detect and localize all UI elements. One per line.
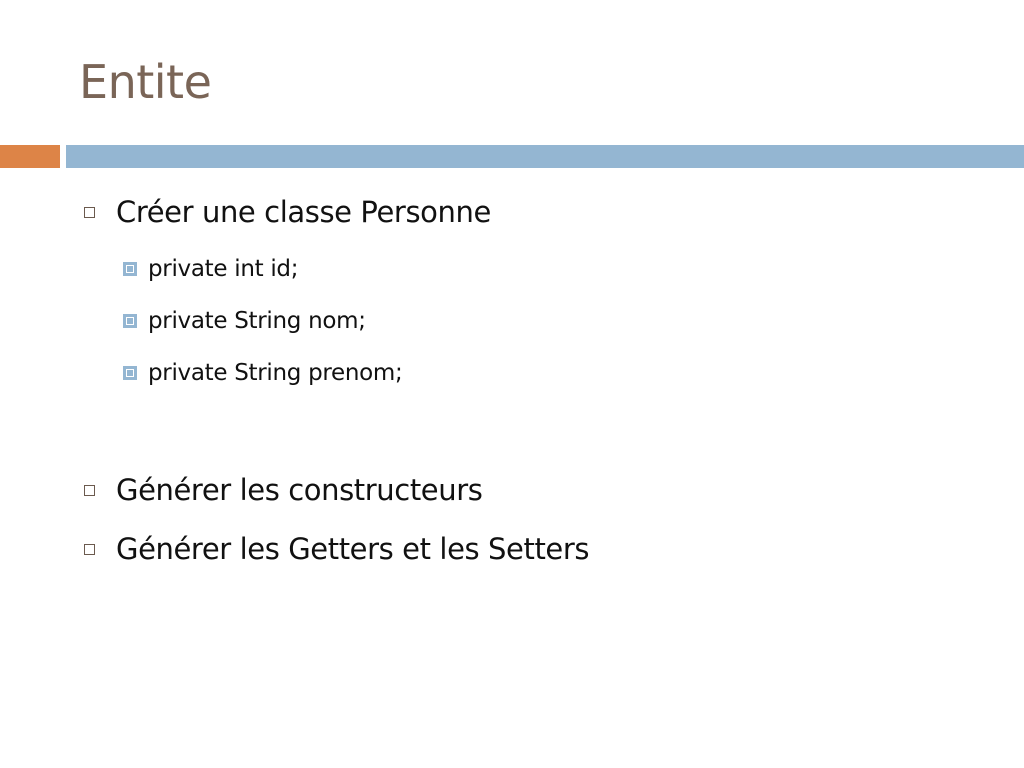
sub-bullet-text: private String nom; <box>148 308 366 334</box>
sub-bullet-item <box>123 253 298 285</box>
sub-bullet-text: private int id; <box>148 256 299 282</box>
blue-square-bullet-icon <box>123 366 137 380</box>
bullet-item <box>84 470 482 510</box>
blue-square-bullet-icon <box>123 262 137 276</box>
sub-bullet-item <box>123 357 403 389</box>
bullet-item <box>84 529 589 569</box>
hollow-square-bullet-icon <box>84 485 95 496</box>
sub-bullet-item <box>123 305 366 337</box>
slide-title: Entite <box>79 55 212 109</box>
sub-bullet-text: private String prenom; <box>148 360 403 386</box>
bullet-text: Créer une classe Personne <box>116 195 491 229</box>
bullet-text: Générer les constructeurs <box>116 473 483 507</box>
bullet-item <box>84 192 491 232</box>
accent-bar-blue <box>66 145 1024 168</box>
blue-square-bullet-icon <box>123 314 137 328</box>
hollow-square-bullet-icon <box>84 207 95 218</box>
bullet-text: Générer les Getters et les Setters <box>116 532 590 566</box>
accent-bar-orange <box>0 145 60 168</box>
hollow-square-bullet-icon <box>84 544 95 555</box>
